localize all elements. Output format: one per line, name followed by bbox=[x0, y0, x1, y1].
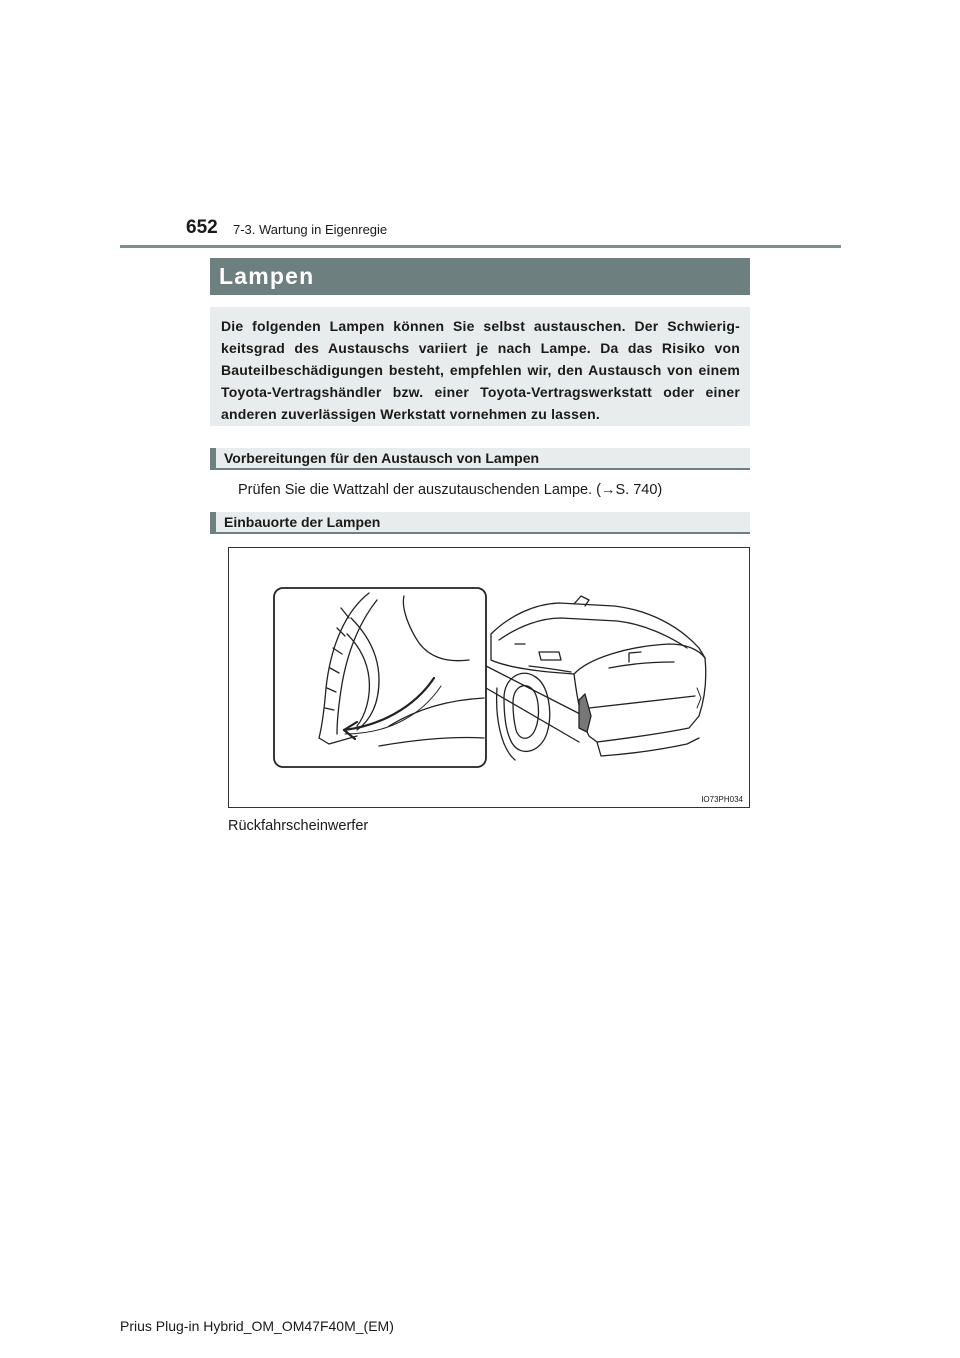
footer-model: Prius Plug-in Hybrid_OM_OM47F40M_(EM) bbox=[120, 1318, 394, 1334]
page-title: Lampen bbox=[219, 263, 315, 289]
header-divider bbox=[120, 245, 841, 248]
section-heading-text: Vorbereitungen für den Austausch von Lampen bbox=[224, 450, 540, 466]
page-number: 652 bbox=[186, 217, 218, 238]
intro-text: Die folgenden Lampen können Sie selbst austauschen. Der Schwierig-keitsgrad des Austauschs variiert je nach Lampe. Da das Risiko von Bauteilbeschädigungen besteht, empfehlen wir, den Austausch von einem Toyota-Vertragshändler bzw. einer Toyota-Vertragswerkstatt oder einer anderen zuverlässigen Werkstatt vornehmen zu lassen. bbox=[221, 318, 740, 422]
section-heading-locations bbox=[210, 512, 750, 534]
chapter-title: 7-3. Wartung in Eigenregie bbox=[233, 222, 388, 237]
intro-box bbox=[210, 307, 750, 426]
section-heading-text: Einbauorte der Lampen bbox=[224, 514, 381, 530]
figure-caption: Rückfahrscheinwerfer bbox=[228, 818, 369, 834]
car-rear-illustration bbox=[229, 548, 749, 807]
lamp-location-figure bbox=[228, 547, 750, 808]
section-heading-preparation bbox=[210, 448, 750, 470]
figure-code: IO73PH034 bbox=[701, 795, 743, 804]
preparation-text: Prüfen Sie die Wattzahl der auszutauschenden Lampe. (→S. 740) bbox=[238, 482, 663, 498]
section-title-bar bbox=[210, 258, 750, 295]
